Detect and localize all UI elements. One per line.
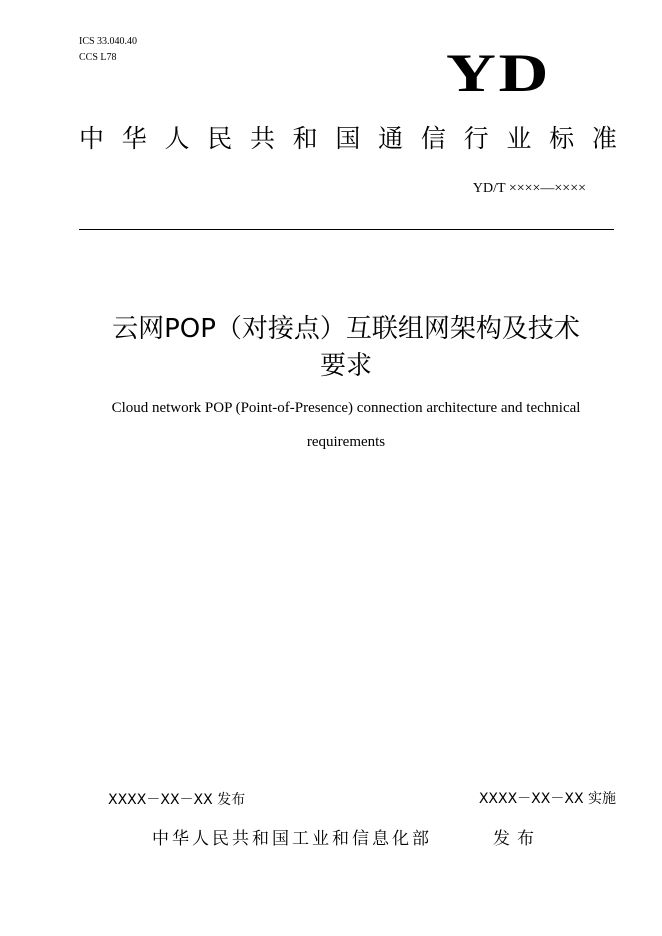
- english-title-line-1: Cloud network POP (Point-of-Presence) connection architecture and technical: [111, 400, 581, 416]
- header-divider: [79, 229, 614, 230]
- ccs-code: CCS L78: [79, 52, 117, 63]
- industry-title-char: 行: [463, 124, 489, 153]
- chinese-title: [60, 311, 632, 385]
- industry-title-char: 国: [335, 124, 361, 153]
- industry-title-char: 人: [164, 124, 190, 153]
- english-title-line-2: requirements: [306, 434, 386, 450]
- industry-title-char: 准: [591, 124, 617, 153]
- industry-title-char: 标: [549, 124, 575, 153]
- issue-label: 发布: [493, 829, 541, 849]
- industry-title-char: 民: [207, 124, 233, 153]
- industry-standard-title: [79, 124, 617, 154]
- english-title: [60, 391, 632, 459]
- implement-date: XXXX－XX－XX 实施: [478, 791, 616, 807]
- publish-date: XXXX－XX－XX 发布: [108, 792, 246, 808]
- yd-logo: YD: [446, 43, 551, 103]
- industry-title-char: 信: [420, 124, 446, 153]
- issuing-authority: 中华人民共和国工业和信息化部: [152, 829, 432, 849]
- chinese-title-line-1: 云网POP（对接点）互联组网架构及技术: [112, 314, 580, 344]
- industry-title-char: 共: [249, 124, 275, 153]
- industry-title-char: 中: [79, 124, 105, 153]
- standard-number: YD/T ××××—××××: [472, 181, 586, 196]
- chinese-title-line-2: 要求: [319, 351, 372, 381]
- industry-title-char: 华: [121, 124, 147, 153]
- classification-codes: [79, 34, 137, 66]
- industry-title-char: 通: [378, 124, 404, 153]
- industry-title-char: 和: [292, 124, 318, 153]
- ics-code: ICS 33.040.40: [79, 36, 138, 47]
- industry-title-char: 业: [506, 124, 532, 153]
